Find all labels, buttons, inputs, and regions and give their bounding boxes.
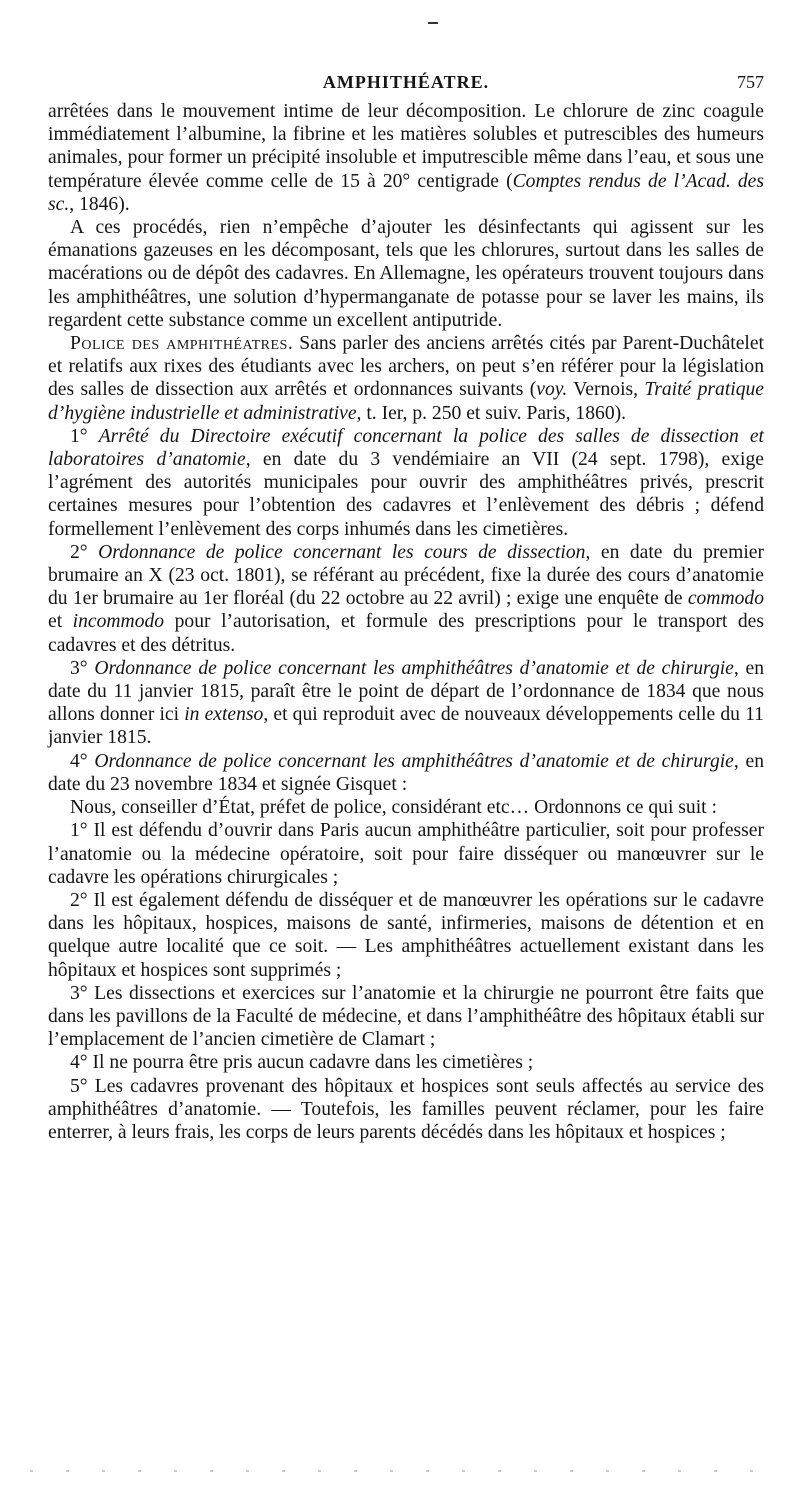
page-header	[48, 72, 764, 98]
document-title: Arrêté du Directoire exécutif concernant la police des salles de dissection et laboratoires d’anatomie	[48, 425, 764, 471]
latin-term: in extenso	[184, 704, 264, 726]
paragraph	[48, 819, 764, 889]
text-run: et	[48, 611, 73, 633]
citation: voy.	[536, 379, 568, 401]
text-run: Vernois,	[567, 379, 645, 401]
top-mark	[428, 22, 438, 24]
text-run: 4° Il ne pourra être pris aucun cadavre dans les cimetières ;	[70, 1052, 534, 1074]
section-heading: Police des amphithéatres.	[70, 333, 294, 355]
paragraph	[48, 332, 764, 425]
paragraph	[48, 216, 764, 332]
document-title: Ordonnance de police concernant les amphithéâtres d’anatomie et de chirurgie	[94, 657, 734, 679]
text-run: 1° Il est défendu d’ouvrir dans Paris aucun amphithéâtre particulier, soit pour professer l’anatomie ou la médecine opératoire, soit pour faire disséquer ou manœuvrer sur le cadavre les opérations chirurgicales ;	[48, 820, 764, 888]
paragraph	[48, 750, 764, 796]
text-run: 5° Les cadavres provenant des hôpitaux et hospices sont seuls affectés au service des amphithéâtres d’anatomie. — Toutefois, les familles peuvent réclamer, pour les faire enterrer, à leurs frais, les corps de leurs parents décédés dans les hôpitaux et hospices ;	[48, 1075, 764, 1143]
document-title: Ordonnance de police concernant les cours de dissection	[98, 541, 586, 563]
page-number: 757	[737, 72, 764, 92]
bottom-scan-marks	[30, 1470, 770, 1472]
latin-term: incommodo	[72, 611, 165, 633]
item-number: 1°	[70, 425, 99, 447]
item-number: 2°	[70, 541, 99, 563]
latin-term: commodo	[687, 588, 764, 610]
paragraph	[48, 425, 764, 541]
running-title: AMPHITHÉATRE.	[322, 72, 490, 92]
text-run: , en date du 11 janvier 1815, paraît être le point de départ de l’ordonnance de 1834 que nous allons donner ici	[48, 657, 765, 726]
text-run: , 1846).	[69, 193, 130, 215]
paragraph	[48, 541, 764, 657]
citation: Comptes rendus de l’Acad. des sc.	[48, 170, 764, 215]
text-run: 3° Les dissections et exercices sur l’anatomie et la chirurgie ne pourront être faits que dans les pavillons de la Faculté de médecine, et dans l’amphithéâtre des hôpitaux établi sur l’emplacement de l’ancien cimetière de Clamart ;	[48, 982, 764, 1051]
text-run: A ces procédés, rien n’empêche d’ajouter les désinfectants qui agissent sur les émanations gazeuses en les décomposant, tels que les chlorures, surtout dans les salles de macérations ou de dépôt des cadavres. En Allemagne, les opérateurs trouvent toujours dans les amphithéâtres, une solution d’hypermanganate de potasse pour se laver les mains, ils regardent cette substance comme un excellent antiputride.	[48, 217, 764, 331]
paragraph	[48, 657, 764, 750]
text-run: , t. Ier, p. 250 et suiv. Paris, 1860).	[356, 402, 627, 424]
text-run: , en date du 3 vendémiaire an VII (24 sept. 1798), exige l’agrément des autorités municipales pour ouvrir des amphithéâtres privés, prescrit certaines mesures pour l’obtention des cadavres et l’enlèvement des débris ; défend formellement l’enlèvement des corps inhumés dans les cimetières.	[48, 449, 764, 540]
item-number: 3°	[70, 657, 95, 679]
text-run: Nous, conseiller d’État, préfet de police, considérant etc… Ordonnons ce qui suit :	[70, 797, 717, 819]
paragraph	[48, 100, 764, 216]
item-number: 4°	[70, 750, 95, 772]
text-run: pour l’autorisation, et formule des prescriptions pour le transport des cadavres et des détritus.	[48, 611, 764, 656]
paragraph	[48, 1075, 764, 1145]
paragraph	[48, 889, 764, 982]
text-run: , et qui reproduit avec de nouveaux développements celle du 11 janvier 1815.	[48, 704, 764, 749]
text-run: , en date du premier brumaire an X (23 oct. 1801), se référant au précédent, fixe la durée des cours d’anatomie du 1er brumaire au 1er floréal (du 22 octobre au 22 avril) ; exige une enquête de	[48, 541, 764, 610]
text-run: 2° Il est également défendu de disséquer et de manœuvrer les opérations sur le cadavre dans les hôpitaux, hospices, maisons de santé, infirmeries, maisons de détention et en quelque autre localité que ce soit. — Les amphithéâtres actuellement existant dans les hôpitaux et hospices sont supprimés ;	[48, 889, 764, 981]
body-text	[48, 100, 764, 1144]
paragraph	[48, 1051, 764, 1074]
text-run: , en date du 23 novembre 1834 et signée Gisquet :	[48, 750, 765, 795]
paragraph	[48, 796, 764, 819]
document-title: Ordonnance de police concernant les amphithéâtres d’anatomie et de chirurgie	[94, 750, 734, 772]
paragraph	[48, 982, 764, 1052]
text-run: arrêtées dans le mouvement intime de leur décomposition. Le chlorure de zinc coagule immédiatement l’albumine, la fibrine et les matières solubles et putrescibles des humeurs animales, pour former un précipité insoluble et imputrescible même dans l’eau, et sous une température élevée comme celle de 15 à 20° centigrade (	[48, 101, 764, 192]
citation: Traité pratique d’hygiène industrielle et administrative	[48, 379, 765, 424]
text-run: Sans parler des anciens arrêtés cités par Parent-Duchâtelet et relatifs aux rixes des étudiants avec les archers, on peut s’en référer pour la législation des salles de dissection aux arrêtés et ordonnances suivants (	[48, 333, 764, 401]
